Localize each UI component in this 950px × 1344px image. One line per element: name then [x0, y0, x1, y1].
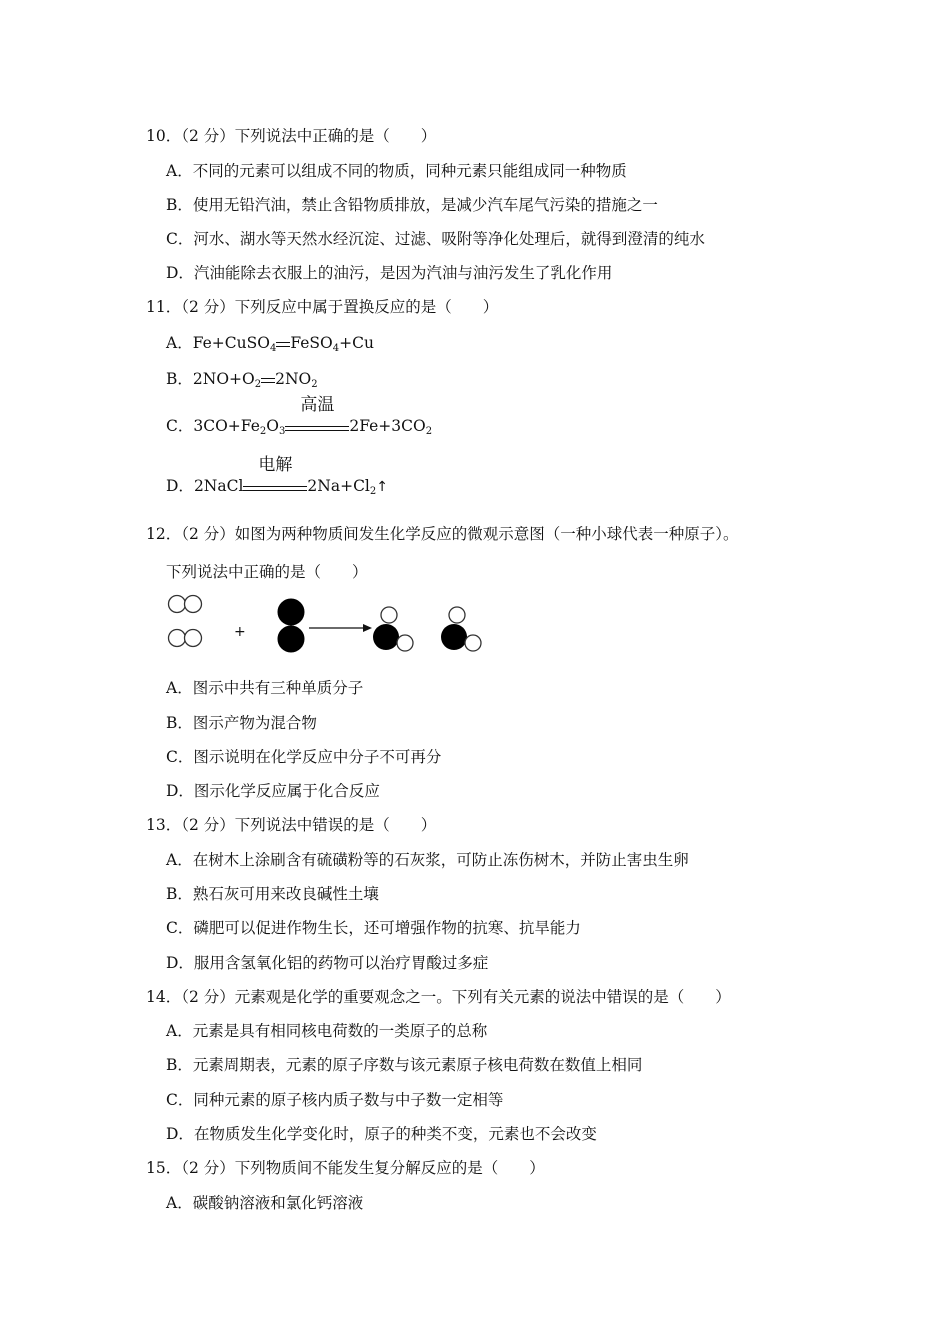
- equals-sign: [261, 370, 275, 390]
- question-11-option-d: D．2NaCl 电解 $2Na+Cl_2↑$: [166, 455, 389, 497]
- question-11-option-b: B．$2NO+O_2$ $2NO_2$: [166, 370, 318, 390]
- question-15-stem: 15．（2 分）下列物质间不能发生复分解反应的是（ ）: [146, 1159, 545, 1177]
- white-atom: [397, 635, 413, 651]
- black-atom: [441, 624, 467, 650]
- question-15-option-a: A．碳酸钠溶液和氯化钙溶液: [166, 1194, 364, 1212]
- question-10-option-a: A．不同的元素可以组成不同的物质，同种元素只能组成同一种物质: [166, 162, 627, 180]
- question-14-option-a: A．元素是具有相同核电荷数的一类原子的总称: [166, 1022, 488, 1040]
- black-atom: [373, 624, 399, 650]
- molecule-reaction-diagram: [160, 592, 500, 662]
- question-10-option-c: C．河水、湖水等天然水经沉淀、过滤、吸附等净化处理后，就得到澄清的纯水: [166, 230, 705, 248]
- question-13-option-d: D．服用含氢氧化铝的药物可以治疗胃酸过多症: [166, 954, 489, 972]
- question-13-stem: 13．（2 分）下列说法中错误的是（ ）: [146, 816, 437, 834]
- question-10-stem: 10．（2 分）下列说法中正确的是（ ）: [146, 127, 437, 145]
- question-10-option-b: B．使用无铅汽油，禁止含铅物质排放，是减少汽车尾气污染的措施之一: [166, 196, 658, 214]
- white-atom: [381, 607, 397, 623]
- question-12-option-d: D．图示化学反应属于化合反应: [166, 782, 380, 800]
- white-atom: [169, 596, 186, 613]
- plus-sign: +: [234, 624, 246, 640]
- black-atom: [278, 599, 304, 625]
- question-12-stem-continued: 下列说法中正确的是（ ）: [166, 563, 368, 581]
- question-12-option-a: A．图示中共有三种单质分子: [166, 679, 364, 697]
- white-atom: [185, 596, 202, 613]
- question-14-stem: 14．（2 分）元素观是化学的重要观念之一。下列有关元素的说法中错误的是（ ）: [146, 988, 731, 1006]
- question-14-option-b: B．元素周期表，元素的原子序数与该元素原子核电荷数在数值上相同: [166, 1056, 643, 1074]
- question-12-stem: 12．（2 分）如图为两种物质间发生化学反应的微观示意图（一种小球代表一种原子）。: [146, 525, 739, 543]
- white-atom: [185, 630, 202, 647]
- question-12-option-b: B．图示产物为混合物: [166, 714, 317, 732]
- question-11-option-c: C．$3CO+Fe_2O_3$ 高温 $2Fe+3CO_2$: [166, 395, 433, 437]
- black-atom: [278, 626, 304, 652]
- question-14-option-d: D．在物质发生化学变化时，原子的种类不变，元素也不会改变: [166, 1125, 597, 1143]
- question-11-option-a: A．Fe+CuSO$_4$ FeSO$_4$+Cu: [166, 334, 374, 354]
- question-13-option-c: C．磷肥可以促进作物生长，还可增强作物的抗寒、抗旱能力: [166, 919, 581, 937]
- question-13-option-a: A．在树木上涂刷含有硫磺粉等的石灰浆，可防止冻伤树木，并防止害虫生卵: [166, 851, 689, 869]
- white-atom: [465, 635, 481, 651]
- reaction-condition-high-temp: 高温: [285, 417, 349, 437]
- reaction-arrow-icon: [309, 624, 372, 632]
- reaction-condition-electrolysis: 电解: [243, 477, 307, 497]
- question-12-option-c: C．图示说明在化学反应中分子不可再分: [166, 748, 442, 766]
- question-11-stem: 11．（2 分）下列反应中属于置换反应的是（ ）: [146, 298, 499, 316]
- white-atom: [449, 607, 465, 623]
- gas-arrow-icon: ↑: [376, 479, 389, 495]
- question-10-option-d: D．汽油能除去衣服上的油污，是因为汽油与油污发生了乳化作用: [166, 264, 613, 282]
- equals-sign: [276, 334, 290, 354]
- question-13-option-b: B．熟石灰可用来改良碱性土壤: [166, 885, 379, 903]
- question-14-option-c: C．同种元素的原子核内质子数与中子数一定相等: [166, 1091, 504, 1109]
- white-atom: [169, 630, 186, 647]
